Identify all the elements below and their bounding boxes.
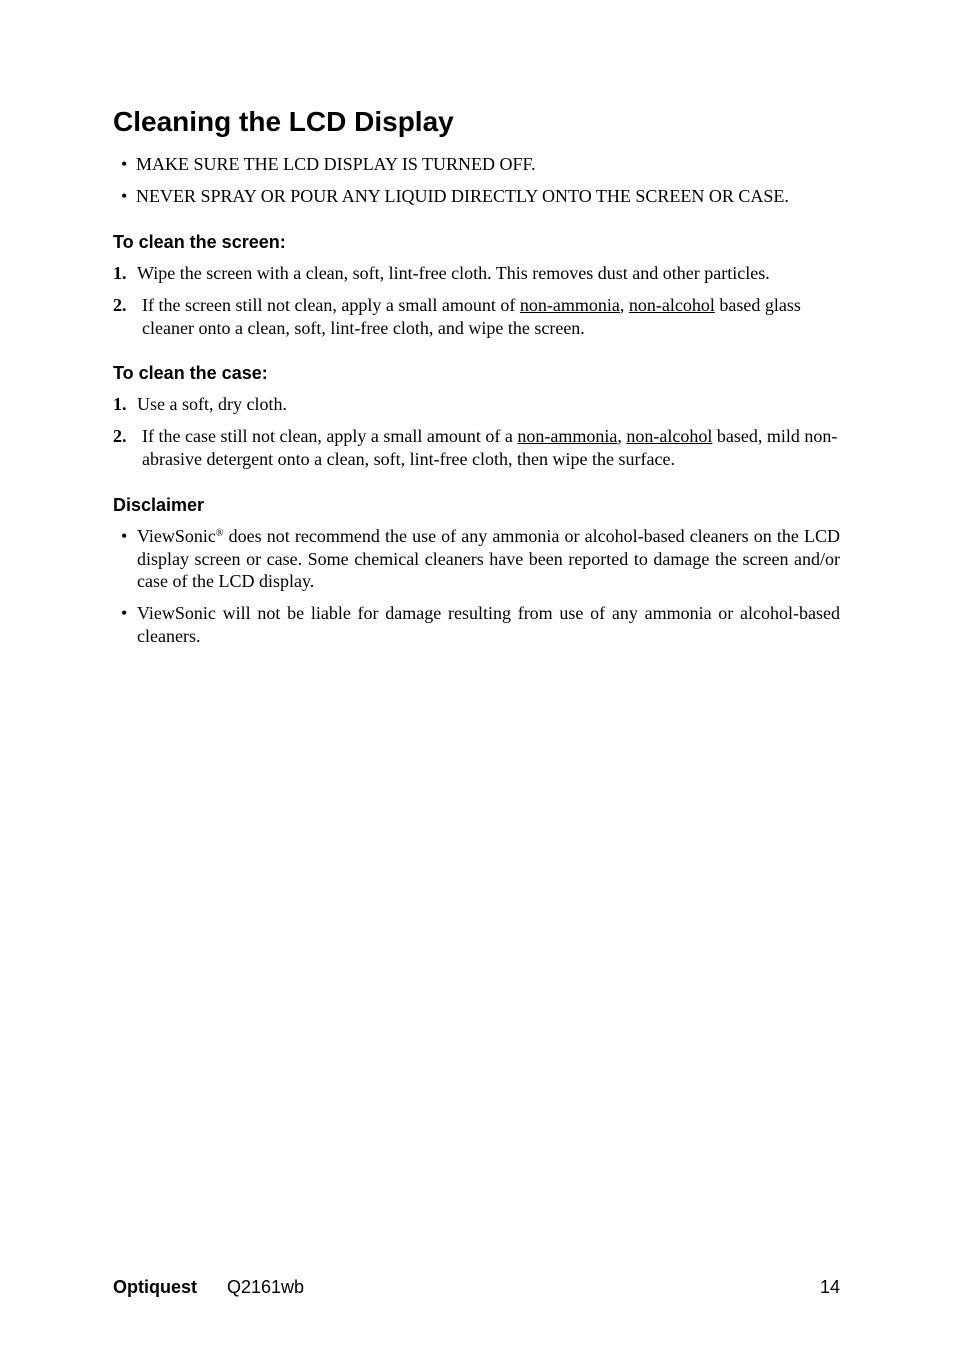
step-number: 1.	[113, 394, 127, 414]
case-step-1: Use a soft, dry cloth.	[137, 394, 287, 414]
brand-name: ViewSonic	[137, 526, 216, 546]
footer-brand: Optiquest	[113, 1277, 197, 1297]
screen-step-2	[142, 294, 840, 339]
disclaimer-item-2: ViewSonic will not be liable for damage resulting from use of any ammonia or alcohol-based cleaners.	[137, 603, 840, 646]
bullet-icon: •	[121, 154, 128, 174]
warning-no-spray: NEVER SPRAY OR POUR ANY LIQUID DIRECTLY ONTO THE SCREEN OR CASE.	[136, 186, 789, 206]
page-title: Cleaning the LCD Display	[113, 106, 454, 137]
case-step-2-post: based, mild non-abrasive detergent onto a clean, soft, lint-free cloth, then wipe the surface.	[142, 426, 838, 469]
separator: ,	[617, 426, 627, 446]
disclaimer-item-1	[137, 525, 840, 593]
non-alcohol-term: non-alcohol	[626, 426, 713, 446]
warning-turn-off: MAKE SURE THE LCD DISPLAY IS TURNED OFF.	[136, 154, 536, 174]
footer-model: Q2161wb	[227, 1277, 305, 1297]
separator: ,	[619, 295, 629, 315]
non-ammonia-term: non-ammonia	[519, 295, 620, 315]
case-step-2	[142, 425, 840, 470]
step-number: 1.	[113, 263, 127, 283]
disclaimer-item-1-text: does not recommend the use of any ammonia or alcohol-based cleaners on the LCD display screen or case. Some chemical cleaners have been reported to damage the screen and/or case of the LCD display.	[137, 526, 840, 591]
screen-step-2-post: based glass cleaner onto a clean, soft, lint-free cloth, and wipe the screen.	[142, 295, 801, 338]
screen-heading: To clean the screen:	[113, 232, 286, 252]
step-number: 2.	[113, 426, 127, 446]
page-number: 14	[820, 1277, 841, 1297]
disclaimer-heading: Disclaimer	[113, 495, 205, 515]
non-alcohol-term: non-alcohol	[628, 295, 715, 315]
bullet-icon: •	[121, 603, 128, 623]
step-number: 2.	[113, 295, 127, 315]
case-heading: To clean the case:	[113, 363, 268, 383]
case-step-2-pre: If the case still not clean, apply a small amount of a	[142, 426, 518, 446]
bullet-icon: •	[121, 526, 128, 546]
screen-step-2-pre: If the screen still not clean, apply a small amount of	[142, 295, 520, 315]
bullet-icon: •	[121, 186, 128, 206]
screen-step-1: Wipe the screen with a clean, soft, lint-free cloth. This removes dust and other particles.	[137, 263, 770, 283]
registered-mark: ®	[215, 528, 224, 539]
non-ammonia-term: non-ammonia	[517, 426, 618, 446]
